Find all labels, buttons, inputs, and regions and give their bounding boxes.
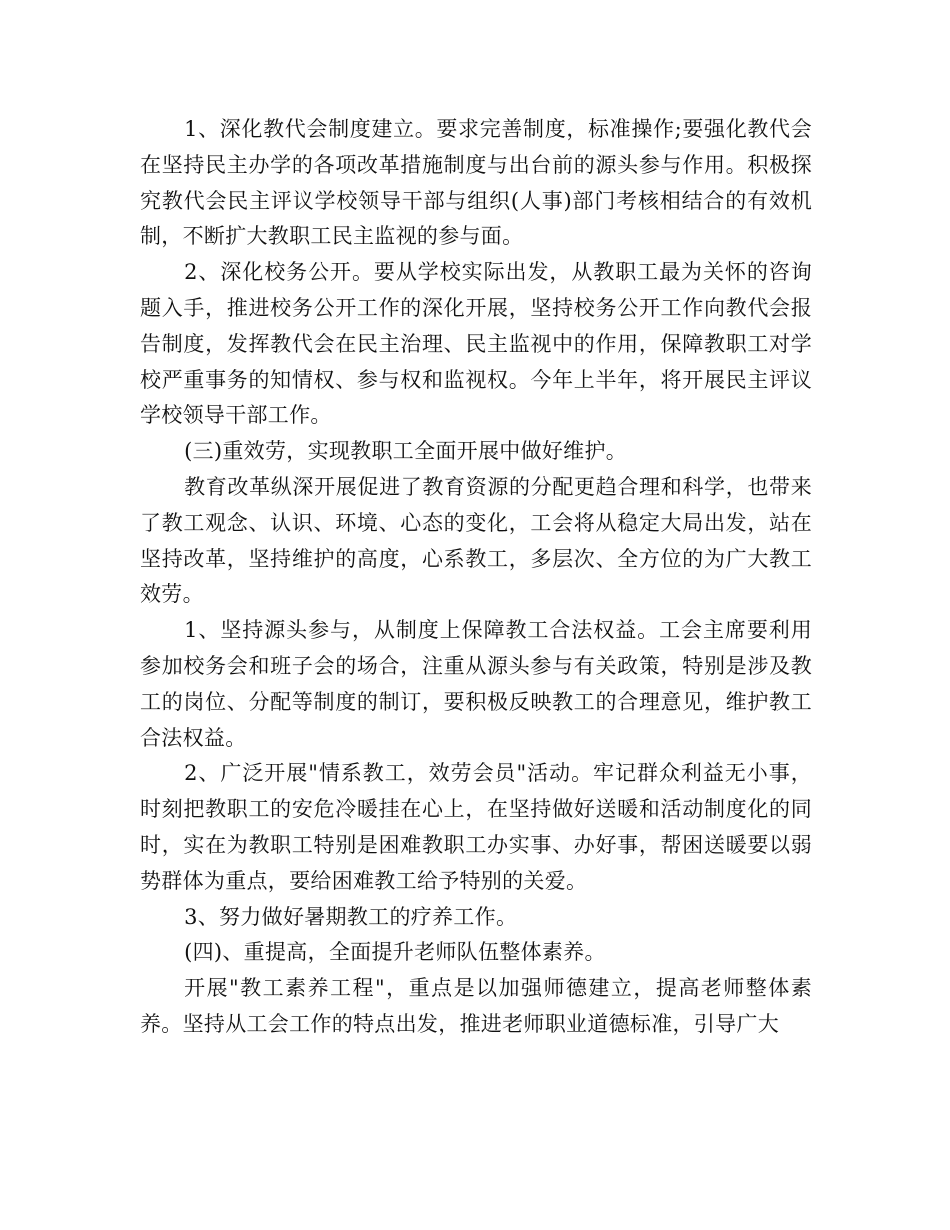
paragraph-school-affairs-openness: 2、深化校务公开。要从学校实际出发，从教职工最为关怀的咨询题入手，推进校务公开工作的深化开展，坚持校务公开工作向教代会报告制度，发挥教代会在民主治理、民主监视中的作用，保障教职工对学校严重事务的知情权、参与权和监视权。今年上半年，将开展民主评议学校领导干部工作。 — [140, 260, 812, 428]
paragraph-quality-project: 开展"教工素养工程"，重点是以加强师德建立，提高老师整体素养。坚持从工会工作的特点出发，推进老师职业道德标准，引导广大 — [140, 976, 812, 1036]
paragraph-teachers-congress-system: 1、深化教代会制度建立。要求完善制度，标准操作;要强化教代会在坚持民主办学的各项改革措施制度与出台前的源头参与作用。积极探究教代会民主评议学校领导干部与组织(人事)部门考核相结合的有效机制，不断扩大教职工民主监视的参与面。 — [140, 117, 812, 249]
document-body — [140, 112, 812, 1043]
paragraph-care-for-teachers: 2、广泛开展"情系教工，效劳会员"活动。牢记群众利益无小事，时刻把教职工的安危冷暖挂在心上，在坚持做好送暖和活动制度化的同时，实在为教职工特别是困难教职工办实事、办好事，帮困送暖要以弱势群体为重点，要给困难教工给予特别的关爱。 — [140, 761, 812, 893]
paragraph-education-reform: 教育改革纵深开展促进了教育资源的分配更趋合理和科学，也带来了教工观念、认识、环境、心态的变化，工会将从稳定大局出发，站在坚持改革，坚持维护的高度，心系教工，多层次、全方位的为广大教工效劳。 — [140, 474, 812, 607]
paragraph-summer-recuperation: 3、努力做好暑期教工的疗养工作。 — [184, 904, 518, 929]
paragraph-source-participation: 1、坚持源头参与，从制度上保障教工合法权益。工会主席要利用参加校务会和班子会的场合，注重从源头参与有关政策，特别是涉及教工的岗位、分配等制度的制订，要积极反映教工的合理意见，维护教工合法权益。 — [140, 618, 812, 750]
section-heading-service: (三)重效劳，实现教职工全面开展中做好维护。 — [184, 439, 628, 464]
section-heading-improvement: (四)、重提高，全面提升老师队伍整体素养。 — [184, 940, 606, 965]
